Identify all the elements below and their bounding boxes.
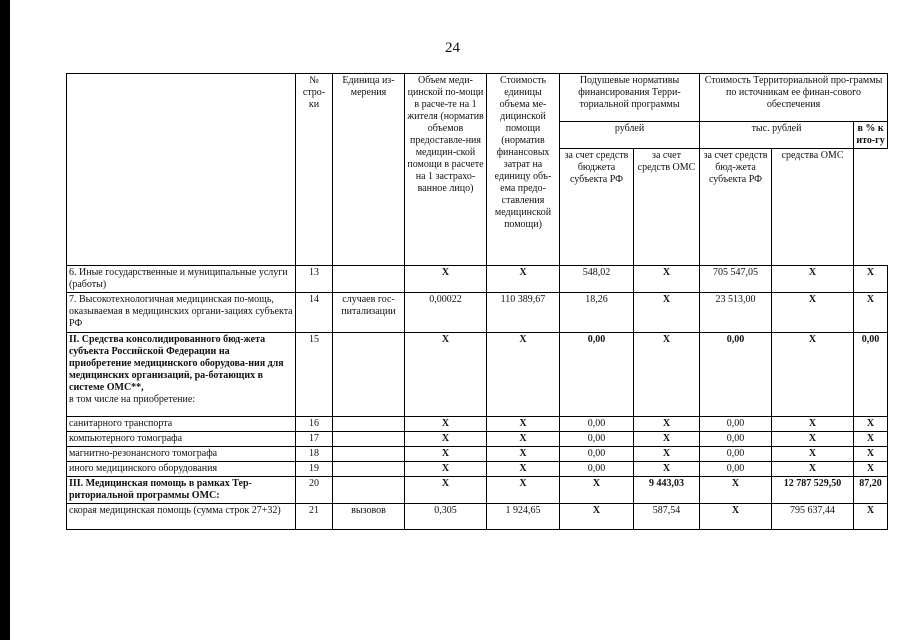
cell-row-number: 19 <box>296 462 333 477</box>
header-rubles: рублей <box>560 122 700 149</box>
cell-unit-cost: Х <box>487 447 560 462</box>
row-name-text: 6. Иные государственные и муниципальные услуги (работы) <box>69 267 288 290</box>
row-name-text: III. Медицинская помощь в рамках Тер-риториальной программы ОМС: <box>69 478 252 501</box>
header-row-no: № стро-ки <box>296 74 333 266</box>
row-name-text: II. Средства консолидированного бюд-жета субъекта Российской Федерации на приобретение медицинского оборудова-ния для медицинских организаций, ра-ботающих в системе ОМС**, <box>69 334 284 393</box>
cell-unit-cost: Х <box>487 477 560 504</box>
cell-per-capita-budget: 0,00 <box>560 417 634 432</box>
cell-cost-oms: Х <box>772 333 854 417</box>
cell-cost-oms: Х <box>772 293 854 333</box>
row-name-text: магнитно-резонансного томографа <box>69 448 218 459</box>
header-oms-funds: за счет средств ОМС <box>634 149 700 266</box>
cell-percent: Х <box>854 504 888 530</box>
cell-unit-cost: 110 389,67 <box>487 293 560 333</box>
cell-volume: Х <box>405 266 487 293</box>
table-row <box>67 333 888 417</box>
cell-per-capita-budget: 18,26 <box>560 293 634 333</box>
cell-per-capita-budget: Х <box>560 477 634 504</box>
table-row <box>67 447 888 462</box>
header-percent: в % к ито-гу <box>854 122 888 149</box>
cell-per-capita-budget: 548,02 <box>560 266 634 293</box>
cell-cost-budget: 705 547,05 <box>700 266 772 293</box>
cell-cost-oms: Х <box>772 417 854 432</box>
cell-cost-budget: 23 513,00 <box>700 293 772 333</box>
cell-unit-cost: Х <box>487 417 560 432</box>
cell-percent: 0,00 <box>854 333 888 417</box>
cell-percent: Х <box>854 293 888 333</box>
cell-per-capita-budget: 0,00 <box>560 333 634 417</box>
cell-volume: Х <box>405 432 487 447</box>
cell-cost-oms: Х <box>772 447 854 462</box>
cell-cost-oms: Х <box>772 266 854 293</box>
cell-per-capita-oms: Х <box>634 432 700 447</box>
cell-row-number: 17 <box>296 432 333 447</box>
row-name <box>67 417 296 432</box>
cell-unit: вызовов <box>333 504 405 530</box>
table-row <box>67 266 888 293</box>
row-name <box>67 504 296 530</box>
header-budget-rf: за счет средств бюджета субъекта РФ <box>560 149 634 266</box>
cell-per-capita-budget: 0,00 <box>560 432 634 447</box>
cell-per-capita-oms: Х <box>634 462 700 477</box>
financing-table <box>66 73 888 530</box>
table-row <box>67 477 888 504</box>
cell-unit-cost: Х <box>487 266 560 293</box>
cell-row-number: 15 <box>296 333 333 417</box>
header-thousand-rubles: тыс. рублей <box>700 122 854 149</box>
cell-per-capita-oms: Х <box>634 417 700 432</box>
header-name-cell <box>67 74 296 266</box>
header-oms-2: средства ОМС <box>772 149 854 266</box>
cell-volume: 0,00022 <box>405 293 487 333</box>
table-row <box>67 293 888 333</box>
cell-percent: Х <box>854 432 888 447</box>
row-name <box>67 447 296 462</box>
cell-volume: Х <box>405 417 487 432</box>
header-unit: Единица из-мерения <box>333 74 405 266</box>
cell-unit <box>333 417 405 432</box>
cell-per-capita-oms: Х <box>634 293 700 333</box>
row-name <box>67 432 296 447</box>
table-row <box>67 432 888 447</box>
cell-percent: Х <box>854 447 888 462</box>
cell-row-number: 20 <box>296 477 333 504</box>
cell-row-number: 13 <box>296 266 333 293</box>
cell-percent: Х <box>854 266 888 293</box>
row-name-text: иного медицинского оборудования <box>69 463 218 474</box>
row-name-text: компьютерного томографа <box>69 433 183 444</box>
cell-per-capita-oms: 9 443,03 <box>634 477 700 504</box>
cell-unit: случаев гос-питализации <box>333 293 405 333</box>
cell-cost-budget: 0,00 <box>700 462 772 477</box>
cell-unit-cost: Х <box>487 432 560 447</box>
row-name-text: скорая медицинская помощь (сумма строк 27+32) <box>69 505 281 516</box>
cell-per-capita-oms: 587,54 <box>634 504 700 530</box>
header-per-capita: Подушевые нормативы финансирования Терри-ториальной программы <box>560 74 700 122</box>
cell-volume: Х <box>405 447 487 462</box>
cell-unit-cost: Х <box>487 462 560 477</box>
cell-unit <box>333 266 405 293</box>
cell-percent: Х <box>854 417 888 432</box>
cell-cost-oms: Х <box>772 432 854 447</box>
cell-cost-budget: 0,00 <box>700 417 772 432</box>
cell-cost-oms: Х <box>772 462 854 477</box>
cell-row-number: 16 <box>296 417 333 432</box>
cell-unit <box>333 333 405 417</box>
row-name-subtext: в том числе на приобретение: <box>69 394 196 405</box>
cell-cost-oms: 12 787 529,50 <box>772 477 854 504</box>
cell-cost-oms: 795 637,44 <box>772 504 854 530</box>
cell-unit <box>333 447 405 462</box>
cell-per-capita-budget: 0,00 <box>560 462 634 477</box>
cell-row-number: 14 <box>296 293 333 333</box>
cell-unit-cost: Х <box>487 333 560 417</box>
page-number: 24 <box>445 40 460 56</box>
header-volume: Объем меди-цинской по-мощи в расче-те на 1 жителя (норматив объемов предоставле-ния медицин-ской помощи в расчете на 1 застрахо-ванное лицо) <box>405 74 487 266</box>
row-name-text: 7. Высокотехнологичная медицинская по-мощь, оказываемая в медицинских органи-зациях субъекта РФ <box>69 294 293 329</box>
cell-cost-budget: Х <box>700 504 772 530</box>
page-edge-bar <box>0 0 10 640</box>
row-name <box>67 477 296 504</box>
cell-volume: Х <box>405 333 487 417</box>
cell-volume: 0,305 <box>405 504 487 530</box>
cell-per-capita-budget: Х <box>560 504 634 530</box>
row-name <box>67 293 296 333</box>
table-row <box>67 417 888 432</box>
cell-unit <box>333 477 405 504</box>
table-row <box>67 462 888 477</box>
cell-per-capita-oms: Х <box>634 447 700 462</box>
cell-percent: 87,20 <box>854 477 888 504</box>
cell-volume: Х <box>405 462 487 477</box>
cell-row-number: 21 <box>296 504 333 530</box>
row-name <box>67 266 296 293</box>
cell-cost-budget: 0,00 <box>700 333 772 417</box>
cell-cost-budget: Х <box>700 477 772 504</box>
cell-volume: Х <box>405 477 487 504</box>
cell-unit <box>333 432 405 447</box>
row-name-text: санитарного транспорта <box>69 418 173 429</box>
cell-cost-budget: 0,00 <box>700 432 772 447</box>
header-unit-cost: Стоимость единицы объема ме-дицинской помощи (норматив финансовых затрат на единицу объ-ема предо-ставления медицинской помощи) <box>487 74 560 266</box>
header-program-cost: Стоимость Территориальной про-граммы по источникам ее финан-сового обеспечения <box>700 74 888 122</box>
cell-per-capita-budget: 0,00 <box>560 447 634 462</box>
cell-unit-cost: 1 924,65 <box>487 504 560 530</box>
row-name <box>67 333 296 417</box>
row-name <box>67 462 296 477</box>
cell-unit <box>333 462 405 477</box>
cell-percent: Х <box>854 462 888 477</box>
header-row-1 <box>67 74 888 122</box>
cell-per-capita-oms: Х <box>634 266 700 293</box>
table-row <box>67 504 888 530</box>
cell-row-number: 18 <box>296 447 333 462</box>
header-budget-rf-2: за счет средств бюд-жета субъекта РФ <box>700 149 772 266</box>
cell-per-capita-oms: Х <box>634 333 700 417</box>
cell-cost-budget: 0,00 <box>700 447 772 462</box>
